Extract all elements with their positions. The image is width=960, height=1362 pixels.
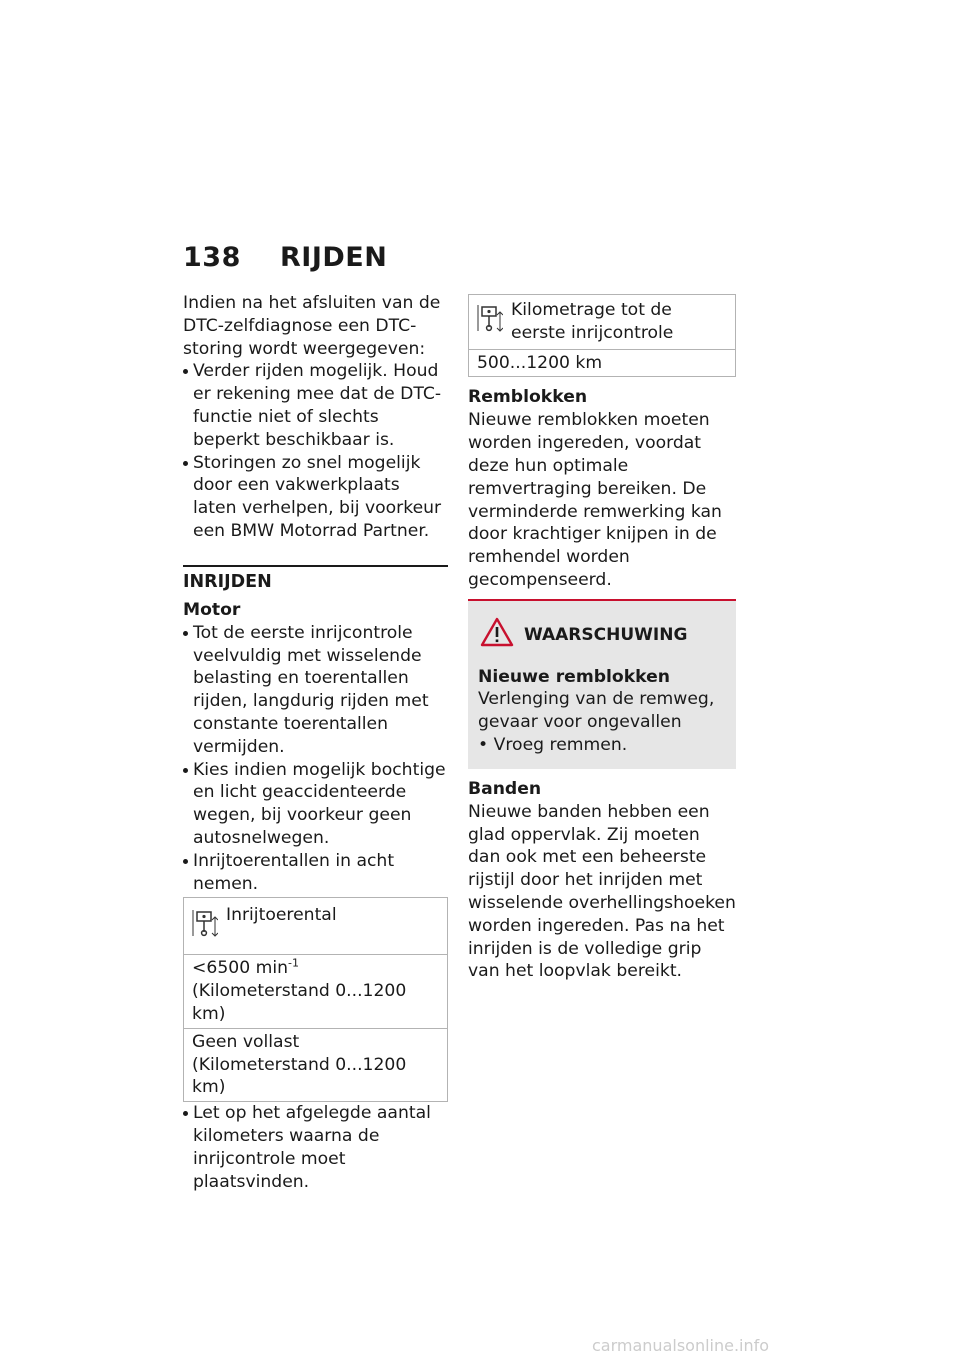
spec-header [184,898,447,954]
warning-triangle-icon [480,617,514,654]
motor-list [183,622,448,896]
warning-description: Verlenging van de remweg, gevaar voor ongevallen [478,689,715,733]
rpm-spec-table [183,897,448,1102]
spec-row-load: Geen vollast (Kilometerstand 0...1200 km) [184,1028,447,1101]
section-rule [183,565,448,594]
list-item: Kies indien mogelijk bochtige en licht geaccidenteerde wegen, bij voorkeur geen autosnelwegen. [183,759,448,850]
spec-header [469,295,735,349]
spec-value-suffix: (Kilometerstand 0...1200 km) [192,981,407,1024]
list-item: Verder rijden mogelijk. Houd er rekening mee dat de DTC-functie niet of slechts beperkt beschikbaar is. [183,360,448,451]
engine-piston-icon [192,904,226,950]
spec-row-rpm [184,954,447,1027]
brake-pads-text: Nieuwe remblokken moeten worden ingereden, voordat deze hun optimale remvertraging bereiken. De verminderde remwerking kan door krachtiger knijpen in de remhendel worden gecompenseerd. [468,410,722,590]
spec-label: Kilometrage tot de eerste inrijcontrole [511,300,674,343]
right-column [468,294,736,983]
final-list [183,1102,448,1193]
watermark: carmanualsonline.info [592,1336,770,1355]
warning-title: WAARSCHUWING [524,624,688,645]
motor-title: Motor [183,599,241,620]
list-item: Storingen zo snel mogelijk door een vakwerkplaats laten verhelpen, bij voorkeur een BMW Motorrad Partner. [183,452,448,543]
page-number: 138 [183,242,241,273]
mileage-spec-table [468,294,736,377]
list-item: Inrijtoerentallen in acht nemen. [183,850,448,896]
warning-subject: Nieuwe remblokken [478,666,671,687]
section-title: INRIJDEN [183,571,272,592]
intro-list [183,360,448,542]
warning-box [468,599,736,769]
tires-text: Nieuwe banden hebben een glad oppervlak. Zij moeten dan ook met een beheerste rijstijl door het inrijden met wisselende overhellingshoeken worden ingereden. Pas na het inrijden is de volledige grip van het loopvlak bereikt. [468,801,736,982]
page-header [183,242,387,273]
brake-pads-title: Remblokken [468,387,588,408]
spec-label: Inrijtoerental [226,905,337,926]
warning-header [478,617,726,654]
list-item: Let op het afgelegde aantal kilometers waarna de inrijcontrole moet plaatsvinden. [183,1102,448,1193]
tires-title: Banden [468,778,542,799]
spec-superscript: -1 [288,956,299,970]
list-item: Tot de eerste inrijcontrole veelvuldig met wisselende belasting en toerentallen rijden, langdurig rijden met constante toerentallen vermijden. [183,622,448,759]
warning-action: • Vroeg remmen. [478,734,628,755]
engine-piston-icon [477,299,511,345]
chapter-title: RIJDEN [280,242,388,273]
left-column [183,292,448,1193]
intro-text: Indien na het afsluiten van de DTC-zelfdiagnose een DTC-storing wordt weergegeven: [183,293,441,359]
spec-value: <6500 min [192,958,289,979]
spec-row-mileage: 500...1200 km [469,349,735,377]
